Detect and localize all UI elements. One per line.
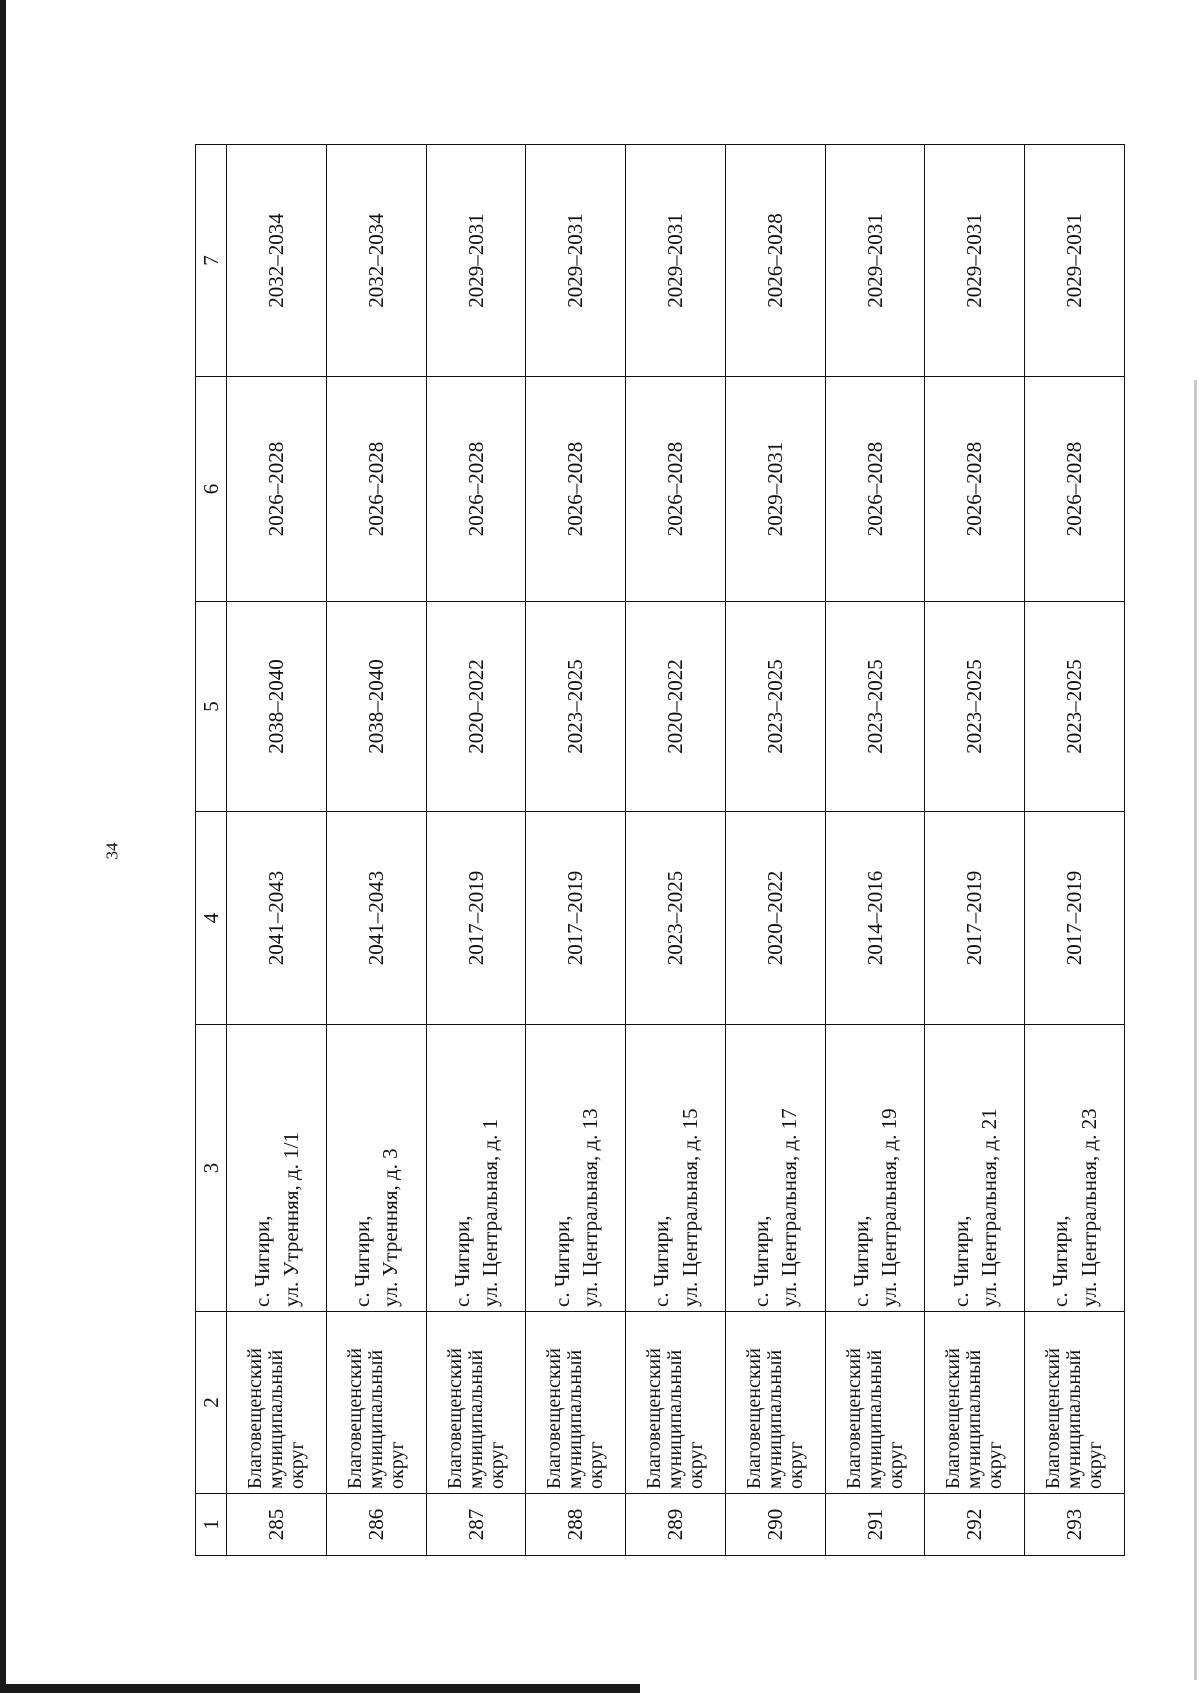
col6-value: 2026–2028 [563,441,588,537]
col4-value: 2017–2019 [962,870,987,966]
col6-value: 2026–2028 [264,441,289,537]
col6-cell [825,377,925,602]
col5-cell [725,602,825,812]
page-number-text: 34 [102,842,121,860]
col7-cell [526,145,626,377]
row-number-cell [227,1494,327,1556]
address-cell [825,1025,925,1312]
address-cell [526,1025,626,1312]
district-cell [426,1312,526,1494]
col7-cell [925,145,1025,377]
col5-value: 2038–2040 [264,659,289,754]
scan-edge-bottom [0,1684,640,1693]
district-cell [326,1312,426,1494]
scan-edge-right [1194,380,1197,1680]
table-header-row [196,145,227,1556]
table-row [825,145,925,1556]
address-street: ул. Центральная, д. 17 [777,1108,802,1307]
address-street: ул. Центральная, д. 13 [577,1108,602,1307]
address-cell [326,1025,426,1312]
district-name: Благовещенский муниципальный округ [742,1348,807,1489]
address-settlement: с. Чигири, [749,1215,774,1307]
header-col-7: 7 [196,145,227,377]
address-cell [1025,1025,1125,1312]
district-cell [227,1312,327,1494]
district-cell [825,1312,925,1494]
district-cell [1025,1312,1125,1494]
table-row [227,145,327,1556]
col7-cell [227,145,327,377]
col6-cell [526,377,626,602]
col4-cell [526,812,626,1025]
col4-value: 2017–2019 [563,870,588,966]
col6-cell [626,377,726,602]
col4-cell [825,812,925,1025]
col4-value: 2023–2025 [663,870,688,966]
address-street: ул. Центральная, д. 15 [677,1108,702,1307]
table-row [1025,145,1125,1556]
table-body [196,145,1125,1556]
col6-value: 2029–2031 [762,441,787,537]
row-number: 291 [862,1508,887,1541]
district-name: Благовещенский муниципальный округ [244,1348,309,1489]
col7-value: 2029–2031 [962,213,987,308]
row-number: 288 [563,1508,588,1541]
col7-value: 2029–2031 [663,213,688,308]
col6-cell [925,377,1025,602]
col4-cell [227,812,327,1025]
col5-cell [526,602,626,812]
page-number [100,836,124,866]
col6-cell [426,377,526,602]
district-name: Благовещенский муниципальный округ [443,1348,508,1489]
address-cell [426,1025,526,1312]
row-number: 287 [463,1508,488,1541]
row-number-cell [925,1494,1025,1556]
row-number-cell [526,1494,626,1556]
table-row [725,145,825,1556]
address-settlement: с. Чигири, [250,1215,275,1307]
col4-cell [925,812,1025,1025]
address-settlement: с. Чигири, [848,1215,873,1307]
col6-cell [227,377,327,602]
col5-cell [426,602,526,812]
col5-value: 2020–2022 [463,659,488,754]
district-name: Благовещенский муниципальный округ [643,1348,708,1489]
col4-cell [725,812,825,1025]
address-street: ул. Центральная, д. 23 [1076,1108,1101,1307]
col5-cell [1025,602,1125,812]
district-cell [925,1312,1025,1494]
address-settlement: с. Чигири, [350,1215,375,1307]
table-row [526,145,626,1556]
district-cell [626,1312,726,1494]
col5-cell [626,602,726,812]
col4-value: 2017–2019 [1062,870,1087,966]
row-number: 285 [264,1508,289,1541]
col5-cell [825,602,925,812]
address-street: ул. Центральная, д. 21 [976,1108,1001,1307]
header-col-2: 2 [196,1312,227,1494]
rotated-table-frame [195,145,1125,1556]
address-street: ул. Центральная, д. 19 [877,1108,902,1307]
col7-cell [326,145,426,377]
header-col-4: 4 [196,812,227,1025]
header-col-3: 3 [196,1025,227,1312]
row-number: 286 [363,1508,388,1541]
col5-value: 2023–2025 [563,659,588,754]
col7-cell [626,145,726,377]
col7-value: 2029–2031 [463,213,488,308]
col7-cell [825,145,925,377]
address-street: ул. Утренняя, д. 1/1 [278,1132,303,1307]
row-number-cell [326,1494,426,1556]
col7-cell [1025,145,1125,377]
col4-value: 2041–2043 [363,870,388,966]
col4-value: 2020–2022 [762,870,787,966]
col7-value: 2029–2031 [1062,213,1087,308]
col7-value: 2032–2034 [264,213,289,308]
col5-value: 2023–2025 [762,659,787,754]
table-row [326,145,426,1556]
address-settlement: с. Чигири, [549,1215,574,1307]
col5-cell [326,602,426,812]
row-number: 292 [962,1508,987,1541]
row-number-cell [1025,1494,1125,1556]
district-name: Благовещенский муниципальный округ [1042,1348,1107,1489]
district-name: Благовещенский муниципальный округ [343,1348,408,1489]
col6-value: 2026–2028 [463,441,488,537]
col7-cell [725,145,825,377]
district-name: Благовещенский муниципальный округ [942,1348,1007,1489]
col4-value: 2014–2016 [862,870,887,966]
col6-value: 2026–2028 [363,441,388,537]
col7-value: 2026–2028 [762,213,787,308]
header-col-5: 5 [196,602,227,812]
table-row [426,145,526,1556]
scan-edge-left [0,0,6,1693]
address-street: ул. Центральная, д. 1 [478,1118,503,1307]
col7-value: 2029–2031 [563,213,588,308]
address-settlement: с. Чигири, [948,1215,973,1307]
address-street: ул. Утренняя, д. 3 [378,1148,403,1307]
district-name: Благовещенский муниципальный округ [842,1348,907,1489]
row-number-cell [426,1494,526,1556]
col5-value: 2023–2025 [1062,659,1087,754]
row-number-cell [825,1494,925,1556]
table-row [925,145,1025,1556]
col7-value: 2032–2034 [363,213,388,308]
district-cell [725,1312,825,1494]
row-number: 289 [663,1508,688,1541]
col7-value: 2029–2031 [862,213,887,308]
col6-value: 2026–2028 [962,441,987,537]
table-row [626,145,726,1556]
col4-cell [426,812,526,1025]
col5-value: 2023–2025 [862,659,887,754]
col6-cell [725,377,825,602]
col4-cell [626,812,726,1025]
header-col-6: 6 [196,377,227,602]
address-cell [626,1025,726,1312]
district-cell [526,1312,626,1494]
col5-cell [227,602,327,812]
col6-cell [326,377,426,602]
col6-value: 2026–2028 [1062,441,1087,537]
col5-cell [925,602,1025,812]
address-settlement: с. Чигири, [649,1215,674,1307]
col4-cell [1025,812,1125,1025]
address-cell [925,1025,1025,1312]
col4-cell [326,812,426,1025]
col6-value: 2026–2028 [862,441,887,537]
col7-cell [426,145,526,377]
address-settlement: с. Чигири, [1048,1215,1073,1307]
col5-value: 2038–2040 [363,659,388,754]
col4-value: 2017–2019 [463,870,488,966]
schedule-table [195,144,1125,1556]
row-number-cell [725,1494,825,1556]
col4-value: 2041–2043 [264,870,289,966]
col6-cell [1025,377,1125,602]
row-number: 290 [762,1508,787,1541]
district-name: Благовещенский муниципальный округ [543,1348,608,1489]
col6-value: 2026–2028 [663,441,688,537]
col5-value: 2023–2025 [962,659,987,754]
row-number: 293 [1062,1508,1087,1541]
address-settlement: с. Чигири, [449,1215,474,1307]
header-col-1: 1 [196,1494,227,1556]
col5-value: 2020–2022 [663,659,688,754]
row-number-cell [626,1494,726,1556]
address-cell [227,1025,327,1312]
address-cell [725,1025,825,1312]
